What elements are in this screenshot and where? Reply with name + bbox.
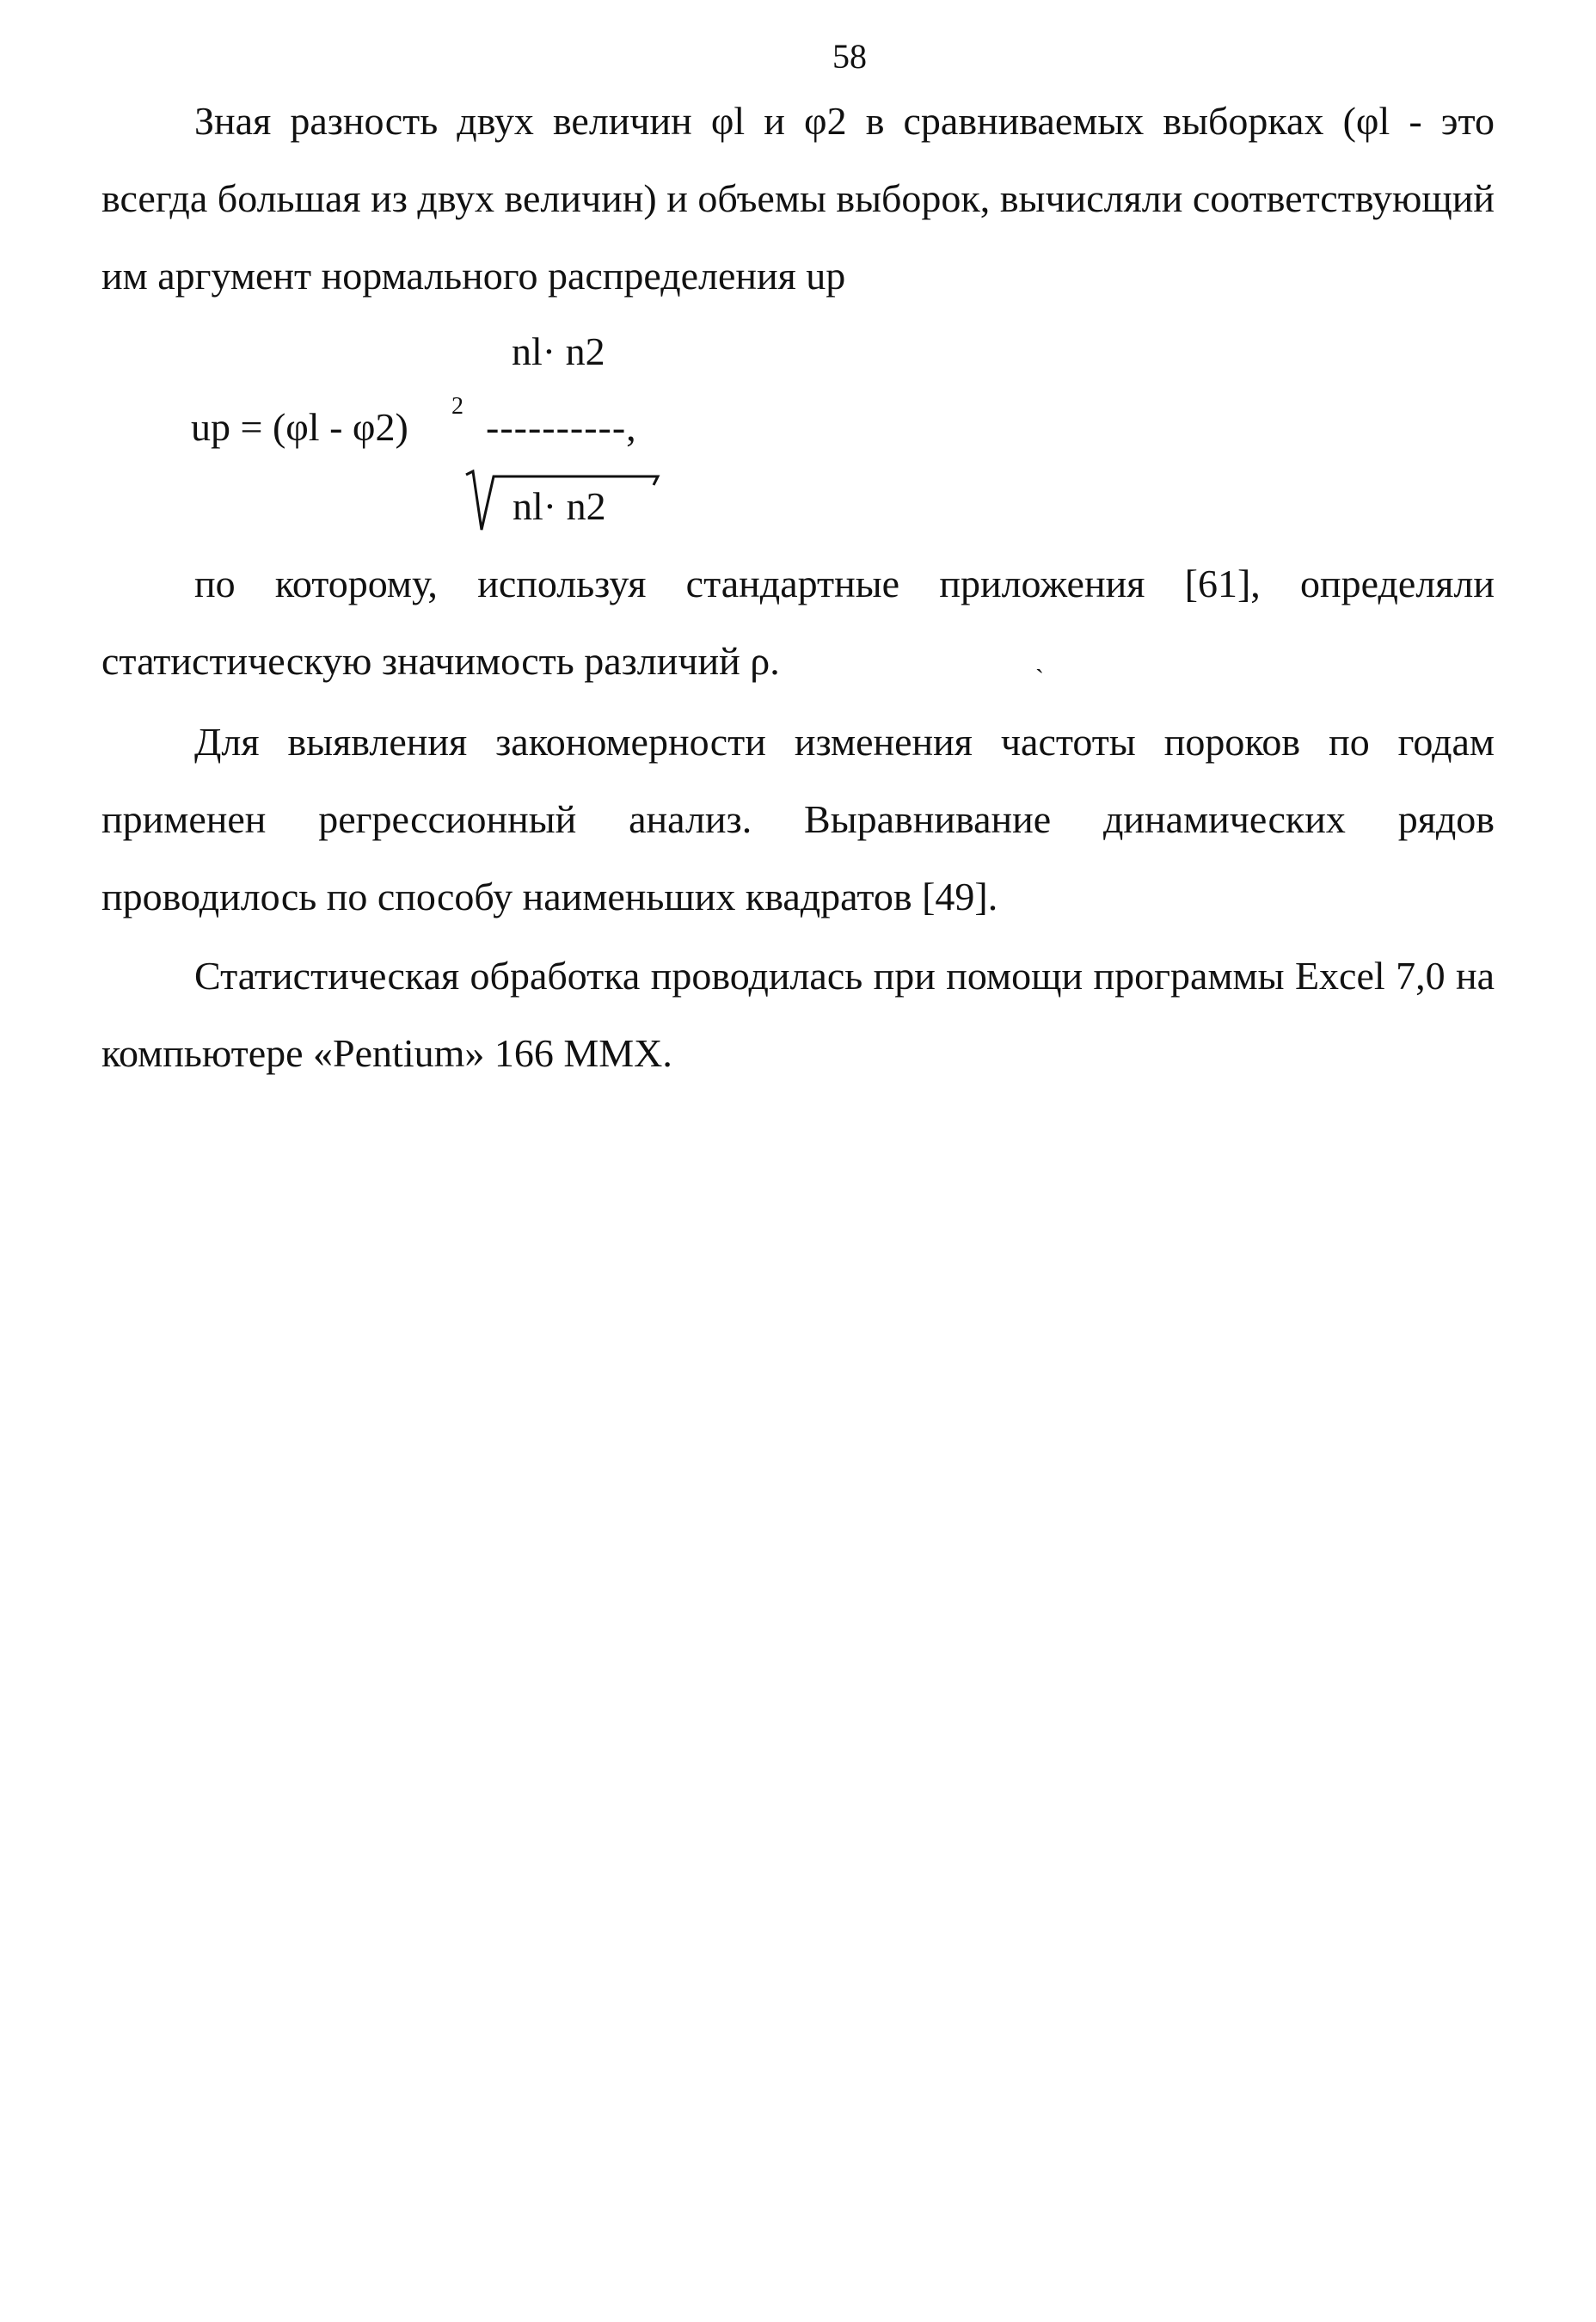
paragraph-significance: по которому, используя стандартные приложения [61], определяли статистическую значимость различий ρ. (101, 562, 1495, 683)
page-number-text: 58 (832, 37, 867, 76)
formula-up (0, 0, 1596, 542)
formula-left-side: up = (φl - φ2) (191, 405, 408, 449)
formula-denominator: nl· n2 (513, 484, 606, 528)
stray-mark: ˏ (1035, 645, 1044, 673)
formula-numerator: nl· n2 (512, 329, 605, 373)
formula-fraction-line: ----------, (486, 405, 637, 449)
paragraph-processing: Статистическая обработка проводилась при помощи программы Excel 7,0 на компьютере «Pentium» 166 MMX. (101, 954, 1495, 1075)
formula-exponent: 2 (451, 393, 463, 420)
paragraph-regression: Для выявления закономерности изменения частоты пороков по годам применен регрессионный анализ. Выравнивание динамических рядов проводилось по способу наименьших квадратов [49]. (101, 720, 1495, 918)
paragraph-intro: Зная разность двух величин φl и φ2 в сравниваемых выборках (φl - это всегда большая из двух величин) и объемы выборок, вычисляли соответствующий им аргумент нормального распределения up (101, 99, 1495, 298)
